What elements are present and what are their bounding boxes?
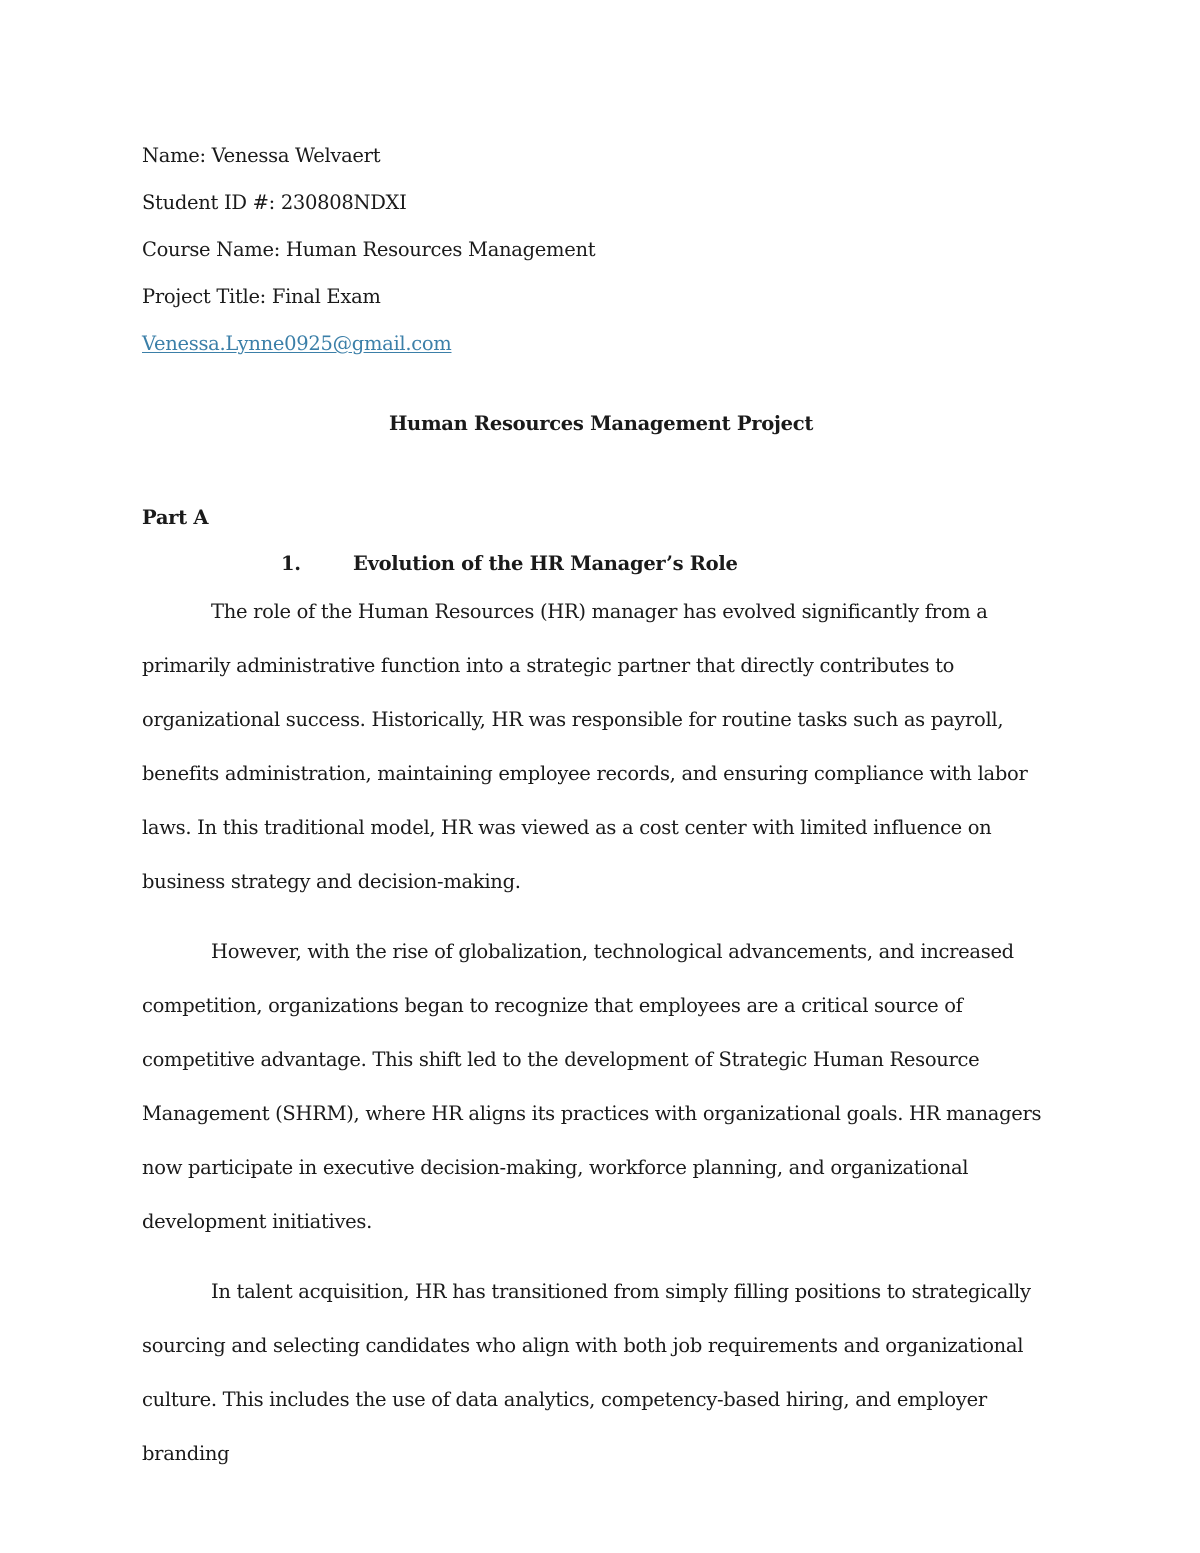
- section-heading: [142, 546, 1060, 582]
- email-line: [142, 326, 1060, 373]
- student-name: Name: Venessa Welvaert: [142, 144, 381, 167]
- document-title: Human Resources Management Project: [388, 412, 814, 435]
- section-number: 1.: [281, 552, 301, 575]
- course-name: Course Name: Human Resources Management: [142, 238, 596, 261]
- project-title: Project Title: Final Exam: [142, 285, 381, 308]
- paragraph-2: However, with the rise of globalization, technological advancements, and increased competition, organizations began to recognize that employees are a critical source of competitive advantage. This shift led to the development of Strategic Human Resource Management (SHRM), where HR aligns its practices with organizational goals. HR managers now participate in executive decision-making, workforce planning, and organizational development initiatives.: [142, 940, 1042, 1233]
- document-content: [142, 138, 1060, 1481]
- paragraph-1: The role of the Human Resources (HR) manager has evolved significantly from a primarily administrative function into a strategic partner that directly contributes to organizational success. Historically, HR was responsible for routine tasks such as payroll, benefits administration, maintaining employee records, and ensuring compliance with labor laws. In this traditional model, HR was viewed as a cost center with limited influence on business strategy and decision-making.: [142, 600, 1028, 893]
- section-title: Evolution of the HR Manager’s Role: [353, 552, 738, 575]
- email-link[interactable]: Venessa.Lynne0925@gmail.com: [142, 332, 452, 355]
- paragraph-3: In talent acquisition, HR has transitioned from simply filling positions to strategically sourcing and selecting candidates who align with both job requirements and organizational culture. This includes the use of data analytics, competency-based hiring, and employer branding: [142, 1280, 1031, 1465]
- student-id: Student ID #: 230808NDXI: [142, 191, 407, 214]
- part-heading: Part A: [142, 506, 209, 529]
